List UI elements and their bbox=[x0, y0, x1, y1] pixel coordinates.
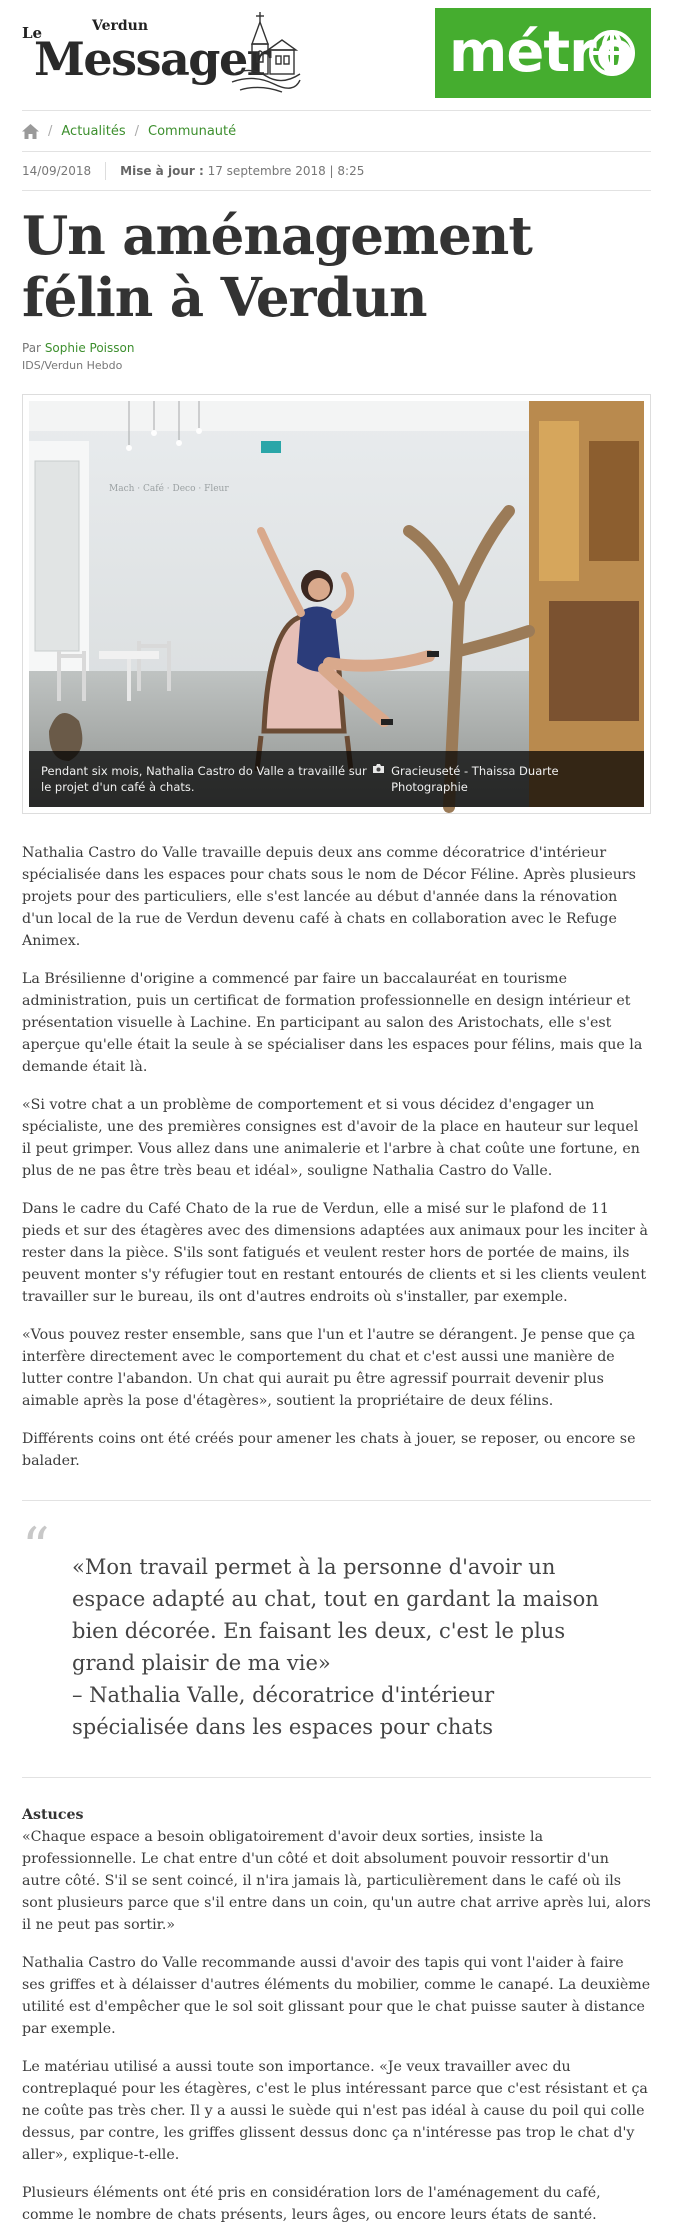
quote-mark-icon: “ bbox=[22, 1516, 50, 1579]
article-paragraph: «Si votre chat a un problème de comportement et si vous décidez d'engager un spécialiste, une des premières consignes est d'avoir de la place en hauteur sur lequel il peut grimper. Vous allez dans une animalerie et l'arbre à chat coûte une fortune, en plus de ne pas être très beau et idéal», souligne Nathalia Castro do Valle. bbox=[22, 1097, 640, 1179]
cafe-photo-illustration bbox=[29, 401, 644, 807]
astuces-heading: Astuces bbox=[22, 1807, 84, 1823]
breadcrumb-item-communaute[interactable]: Communauté bbox=[148, 123, 237, 139]
breadcrumb-separator: / bbox=[48, 123, 53, 139]
astuces-paragraph: Le matériau utilisé a aussi toute son importance. «Je veux travailler avec du contreplaqué pour les étagères, c'est le plus intéressant parce que c'est résistant et ça ne coûte pas très cher. Il y a aussi le suède qui n'est pas idéal à cause du poil qui colle dessus, par contre, les griffes glissent dessus donc ça n'intéresse pas trop le chat d'y aller», explique-t-elle. bbox=[22, 2059, 648, 2163]
globe-icon bbox=[587, 28, 637, 78]
publish-date: 14/09/2018 bbox=[22, 164, 92, 178]
pull-quote-text bbox=[72, 1551, 612, 1743]
logo-messager-text: Messager bbox=[34, 32, 270, 86]
astuces-paragraph: Nathalia Castro do Valle recommande aussi d'avoir des tapis qui vont l'aider à faire ses griffes et à délaisser d'autres éléments du mobilier, comme le canapé. La deuxième utilité est d'empêcher que le sol soit glissant pour que le chat puisse sauter à distance par exemple. bbox=[22, 1955, 651, 2037]
photo-caption-bar bbox=[29, 751, 644, 807]
article-source: IDS/Verdun Hebdo bbox=[22, 359, 123, 372]
meta-divider bbox=[22, 190, 651, 191]
logo-le-text: Le bbox=[22, 24, 43, 42]
updated-date: 17 septembre 2018 | 8:25 bbox=[207, 164, 365, 178]
author-link[interactable]: Sophie Poisson bbox=[44, 341, 135, 355]
by-label: Par bbox=[22, 341, 41, 355]
article-body bbox=[22, 842, 651, 1472]
breadcrumb-item-actualites[interactable]: Actualités bbox=[61, 123, 126, 139]
breadcrumb-separator: / bbox=[134, 123, 139, 139]
meta-separator bbox=[105, 162, 106, 180]
updated-label: Mise à jour : bbox=[120, 164, 204, 178]
article-paragraph: «Vous pouvez rester ensemble, sans que l'un et l'autre se dérangent. Je pense que ça interfère directement avec le comportement du chat et c'est aussi une manière de lutter contre l'abandon. Un chat qui aurait pu être agressif pourrait devenir plus aimable après la pose d'étagères», soutient la propriétaire de deux félins. bbox=[22, 1327, 636, 1409]
article-photo[interactable] bbox=[29, 401, 644, 807]
photo-frame bbox=[22, 394, 651, 814]
article-paragraph: La Brésilienne d'origine a commencé par faire un baccalauréat en tourisme administration, puis un certificat de formation professionnelle en design intérieur et présentation visuelle à Lachine. En participant au salon des Aristochats, elle s'est aperçue qu'elle était la seule à se spécialiser dans les espaces pour félins, mais que la demande était là. bbox=[22, 971, 643, 1075]
astuces-paragraph: Plusieurs éléments ont été pris en considération lors de l'aménagement du café, comme le nombre de chats présents, leurs âges, ou encore leurs états de santé. bbox=[22, 2185, 601, 2223]
astuces-paragraph: «Chaque espace a besoin obligatoirement d'avoir deux sorties, insiste la professionnelle. Le chat entre d'un côté et doit absolument pouvoir ressortir d'un autre côté. S'il se sent coincé, il n'ira jamais là, particulièrement dans le café où ils sont plusieurs parce que s'il entre dans un coin, qu'un autre chat arrive après lui, alors il ne peut pas sortir.» bbox=[22, 1829, 651, 1933]
breadcrumb bbox=[22, 111, 651, 151]
article-title: Un aménagement félin à Verdun bbox=[22, 205, 532, 329]
site-header bbox=[0, 0, 673, 110]
home-icon[interactable] bbox=[22, 124, 39, 139]
photo-credit-text: Gracieuseté - Thaissa Duarte Photographie bbox=[391, 764, 559, 794]
camera-icon bbox=[372, 763, 385, 774]
metro-logo-text: métro bbox=[449, 20, 634, 85]
article-paragraph: Dans le cadre du Café Chato de la rue de Verdun, elle a misé sur le plafond de 11 pieds et sur des étagères avec des dimensions adaptées aux animaux pour les inciter à rester dans la pièce. S'ils sont fatigués et veulent rester hors de portée de mains, ils peuvent monter s'y réfugier tout en restant entourés de clients et si les clients veulent travailler sur le bureau, ils ont d'autres endroits où s'installer, par exemple. bbox=[22, 1201, 648, 1305]
photo-caption: Pendant six mois, Nathalia Castro do Valle a travaillé sur le projet d'un café à chats. bbox=[41, 764, 367, 794]
photo-credit bbox=[372, 763, 632, 807]
church-icon bbox=[230, 10, 302, 98]
logo-verdun-text: Verdun bbox=[92, 18, 149, 34]
byline bbox=[22, 341, 651, 355]
pull-quote bbox=[22, 1500, 651, 1778]
article-paragraph: Nathalia Castro do Valle travaille depuis deux ans comme décoratrice d'intérieur spécialisée dans les espaces pour chats sous le nom de Décor Féline. Après plusieurs projets pour des particuliers, elle s'est lancée au début d'année dans la rénovation d'un local de la rue de Verdun devenu café à chats en collaboration avec le Refuge Animex. bbox=[22, 845, 636, 949]
svg-text:Mach · Café · Deco · Fleur: Mach · Café · Deco · Fleur bbox=[109, 484, 229, 494]
pull-quote-body: «Mon travail permet à la personne d'avoir un espace adapté au chat, tout en gardant la maison bien décorée. En faisant les deux, c'est le plus grand plaisir de ma vie» bbox=[72, 1555, 599, 1675]
article-meta bbox=[22, 152, 651, 190]
pull-quote-attribution: – Nathalia Valle, décoratrice d'intérieur spécialisée dans les espaces pour chats bbox=[72, 1683, 495, 1739]
messager-logo[interactable] bbox=[22, 10, 302, 100]
astuces-section bbox=[22, 1804, 651, 2226]
article-paragraph: Différents coins ont été créés pour amener les chats à jouer, se reposer, ou encore se balader. bbox=[22, 1431, 636, 1469]
metro-logo[interactable] bbox=[435, 8, 651, 98]
